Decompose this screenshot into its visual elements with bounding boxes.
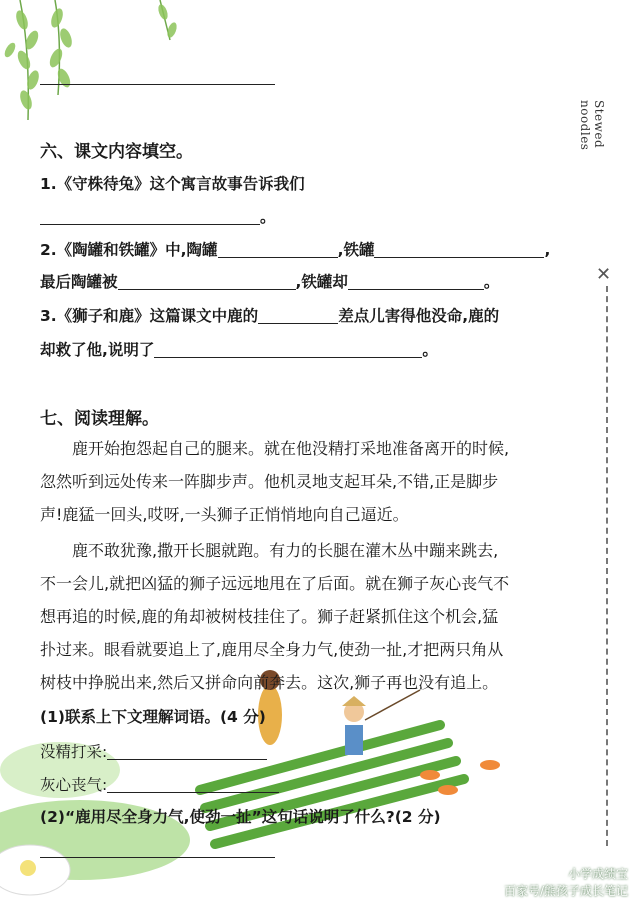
q1-text: 1.《守株待兔》这个寓言故事告诉我们 <box>40 175 305 193</box>
watermark-title: 小学成绩宝 <box>567 867 628 881</box>
passage-line: 鹿开始抱怨起自己的腿来。就在他没精打采地准备离开的时候, <box>72 439 510 458</box>
answer-line <box>40 84 275 85</box>
word-2-row: 灰心丧气: <box>40 773 279 795</box>
question-2: (2)“鹿用尽全身力气,使劲一扯”这句话说明了什么?(2 分) <box>40 808 441 826</box>
dashed-divider <box>606 286 608 846</box>
section-7-title: 七、阅读理解。 <box>40 409 159 429</box>
q3-row-2: 却救了他,说明了 。 <box>40 341 438 359</box>
answer-line[interactable] <box>40 857 275 858</box>
q1-answer-row: 。 <box>40 205 276 227</box>
q1-blank[interactable] <box>40 210 260 225</box>
word-1-blank[interactable] <box>107 745 267 760</box>
watermark-source: 百家号/熊孩子成长笔记 <box>503 884 628 898</box>
word-1-row: 没精打采: <box>40 740 267 762</box>
q2-blank-2[interactable] <box>374 243 544 258</box>
willow-branch-decoration <box>0 0 190 140</box>
q3-blank-2[interactable] <box>154 343 422 358</box>
passage-line: 不一会儿,就把凶猛的狮子远远地甩在了后面。就在狮子灰心丧气不 <box>40 574 510 593</box>
passage-line: 扑过来。眼看就要追上了,鹿用尽全身力气,使劲一扯,才把两只角从 <box>40 640 504 659</box>
q2-blank-3[interactable] <box>118 275 296 290</box>
passage-line: 声!鹿猛一回头,哎呀,一头狮子正悄悄地向自己逼近。 <box>40 505 409 524</box>
q2-blank-4[interactable] <box>348 275 484 290</box>
passage-line: 想再追的时候,鹿的角却被树枝挂住了。狮子赶紧抓住这个机会,猛 <box>40 607 499 626</box>
close-icon: ✕ <box>596 264 612 285</box>
q2-row-1: 2.《陶罐和铁罐》中,陶罐 ,铁罐 , <box>40 241 551 259</box>
question-1: (1)联系上下文理解词语。(4 分) <box>40 708 266 726</box>
passage-line: 树枝中挣脱出来,然后又拼命向前奔去。这次,狮子再也没有追上。 <box>40 673 499 692</box>
section-6-title: 六、课文内容填空。 <box>40 142 193 162</box>
word-2-blank[interactable] <box>107 778 279 793</box>
passage-line: 鹿不敢犹豫,撒开长腿就跑。有力的长腿在灌木丛中蹦来跳去, <box>72 541 499 560</box>
q2-blank-1[interactable] <box>218 243 338 258</box>
passage-line: 忽然听到远处传来一阵脚步声。他机灵地支起耳朵,不错,正是脚步 <box>40 472 499 491</box>
stewed-noodles-label: Stewed noodles <box>578 100 606 151</box>
q3-blank-1[interactable] <box>258 309 338 324</box>
q2-row-2: 最后陶罐被 ,铁罐却 。 <box>40 273 500 291</box>
q3-row-1: 3.《狮子和鹿》这篇课文中鹿的 差点儿害得他没命,鹿的 <box>40 307 500 325</box>
